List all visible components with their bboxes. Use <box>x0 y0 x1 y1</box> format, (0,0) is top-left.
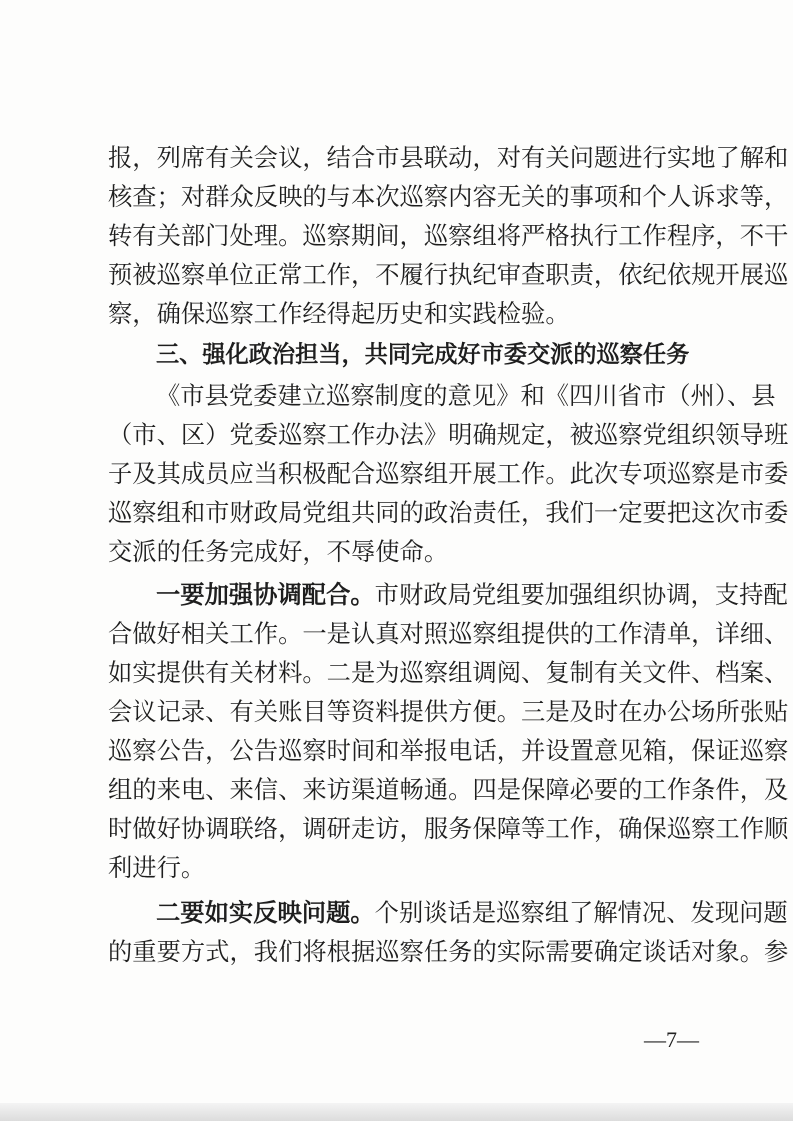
body-line: 察，确保巡察工作经得起历史和实践检验。 <box>108 299 570 328</box>
paragraph-line: 组的来电、来信、来访渠道畅通。四是保障必要的工作条件，及 <box>108 775 789 804</box>
body-line: 核查；对群众反映的与本次巡察内容无关的事项和个人诉求等， <box>108 182 789 211</box>
paragraph-line: 会议记录、有关账目等资料提供方便。三是及时在办公场所张贴 <box>108 697 789 726</box>
scan-edge <box>0 1103 793 1121</box>
body-line: 转有关部门处理。巡察期间，巡察组将严格执行工作程序，不干 <box>108 221 789 250</box>
paragraph-line: 的重要方式，我们将根据巡察任务的实际需要确定谈话对象。参 <box>108 937 789 966</box>
paragraph-line <box>156 893 788 933</box>
bold-lead-in: 一要加强协调配合。 <box>156 580 375 609</box>
paragraph-line <box>156 575 788 615</box>
paragraph-text: 市财政局党组要加强组织协调，支持配 <box>374 580 788 609</box>
paragraph-line: （市、区）党委巡察工作办法》明确规定，被巡察党组织领导班 <box>108 420 789 449</box>
paragraph-line: 交派的任务完成好，不辱使命。 <box>108 537 449 566</box>
body-line: 预被巡察单位正常工作，不履行执纪审查职责，依纪依规开展巡 <box>108 260 789 289</box>
paragraph-line: 时做好协调联络，调研走访，服务保障等工作，确保巡察工作顺 <box>108 814 789 843</box>
bold-lead-in: 二要如实反映问题。 <box>156 898 375 927</box>
body-line: 报，列席有关会议，结合市县联动，对有关问题进行实地了解和 <box>108 143 789 172</box>
page-number: —7— <box>644 1027 699 1052</box>
paragraph-line: 《市县党委建立巡察制度的意见》和《四川省市（州）、县 <box>156 381 776 410</box>
paragraph-line: 利进行。 <box>108 853 206 882</box>
paragraph-line: 合做好相关工作。一是认真对照巡察组提供的工作清单，详细、 <box>108 619 789 648</box>
paragraph-line: 如实提供有关材料。二是为巡察组调阅、复制有关文件、档案、 <box>108 658 789 687</box>
section-heading: 三、强化政治担当，共同完成好市委交派的巡察任务 <box>156 341 690 368</box>
paragraph-line: 巡察组和市财政局党组共同的政治责任，我们一定要把这次市委 <box>108 498 789 527</box>
paragraph-text: 个别谈话是巡察组了解情况、发现问题 <box>374 898 788 927</box>
paragraph-line: 子及其成员应当积极配合巡察组开展工作。此次专项巡察是市委 <box>108 459 789 488</box>
paragraph-line: 巡察公告，公告巡察时间和举报电话，并设置意见箱，保证巡察 <box>108 736 789 765</box>
